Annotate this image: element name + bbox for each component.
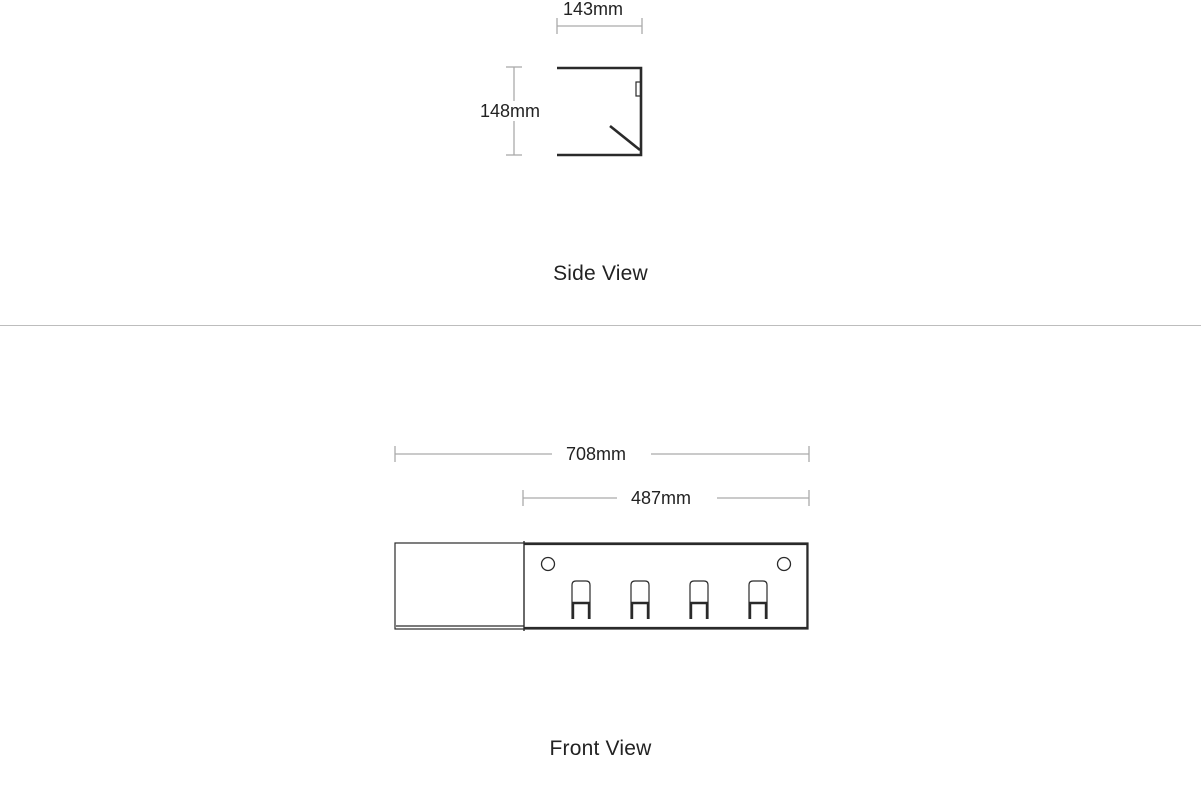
hook-2 bbox=[631, 581, 649, 619]
section-divider bbox=[0, 325, 1201, 326]
front-view-title: Front View bbox=[549, 737, 652, 760]
side-profile bbox=[557, 68, 641, 155]
side-profile-hook bbox=[610, 126, 640, 150]
front-total-width-label: 708mm bbox=[566, 444, 627, 464]
hook-3 bbox=[690, 581, 708, 619]
front-rail-outline bbox=[395, 543, 808, 629]
front-view-drawing bbox=[0, 327, 1201, 800]
side-width-dimension bbox=[557, 18, 642, 34]
front-view-section bbox=[0, 327, 1201, 800]
side-view-section bbox=[0, 0, 1201, 326]
mount-hole-left bbox=[542, 558, 555, 571]
side-height-label: 148mm bbox=[480, 101, 541, 121]
mount-hole-right bbox=[778, 558, 791, 571]
front-rail bbox=[395, 541, 808, 631]
side-width-label: 143mm bbox=[563, 0, 624, 19]
front-inner-width-label: 487mm bbox=[631, 488, 692, 508]
hook-4 bbox=[749, 581, 767, 619]
hook-1 bbox=[572, 581, 590, 619]
side-view-title: Side View bbox=[553, 262, 648, 285]
